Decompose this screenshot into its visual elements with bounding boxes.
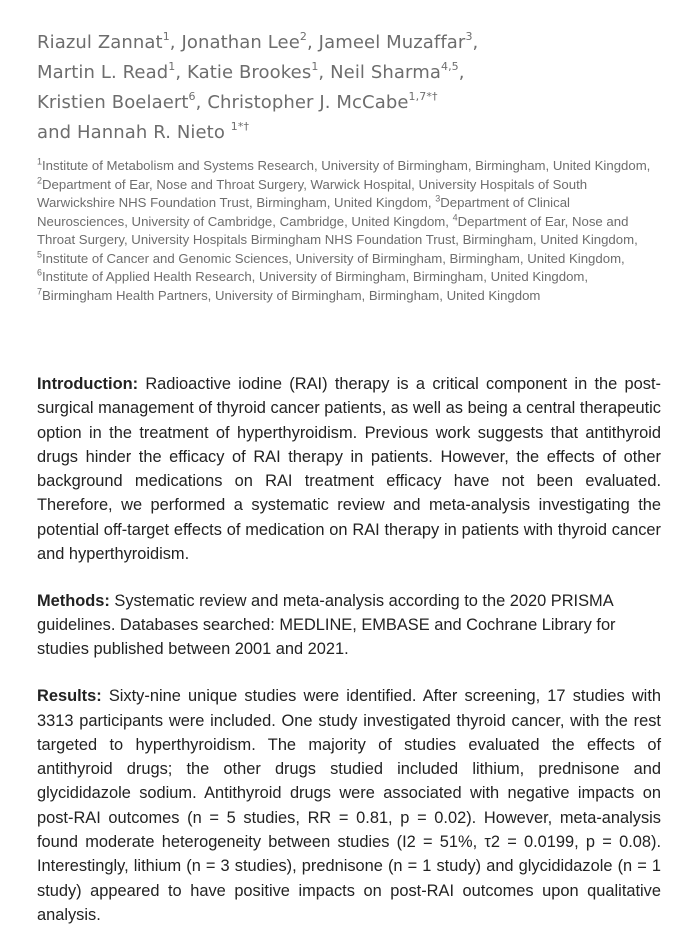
affiliation: $^2$Department of Ear, Nose and Throat Surgery, Warwick Hospital, University Hospitals of South Warwickshire NHS Foundation Trust, Birmingham, United Kingdom,	[37, 175, 588, 210]
section-heading: Methods:	[37, 591, 110, 610]
author: Christopher J. McCabe$^{1,7*\dagger}$	[207, 90, 438, 113]
author-affiliation-mark: 4,5	[440, 60, 459, 73]
author: Jameel Muzaffar$^3$,	[318, 30, 479, 53]
author: Neil Sharma$^{4,5}$,	[330, 60, 465, 83]
author-affiliation-mark: 6	[188, 90, 196, 103]
author-affiliation-mark: 1	[311, 60, 319, 73]
author: Jonathan Lee$^2$,	[181, 30, 319, 53]
author-affiliation-mark: 1*†	[230, 120, 250, 133]
affiliation: $^1$Institute of Metabolism and Systems Research, University of Birmingham, Birmingham, United Kingdom,	[37, 156, 651, 173]
abstract-introduction	[37, 372, 661, 566]
section-heading: Results:	[37, 687, 102, 706]
affiliation: $^4$Department of Ear, Nose and Throat Surgery, University Hospitals Birmingham NHS Foundation Trust, Birmingham, United Kingdom,	[37, 212, 638, 247]
section-text: Systematic review and meta-analysis according to the 2020 PRISMA guidelines. Databases searched: MEDLINE, EMBASE and Cochrane Library for studies published between 2001 and 2021.	[37, 591, 616, 659]
section-heading: Introduction:	[37, 375, 139, 393]
article-page	[37, 28, 661, 927]
author: Martin L. Read$^1$,	[37, 60, 188, 83]
author-affiliation-mark: 1,7*†	[408, 90, 438, 103]
author-affiliation-mark: 3	[465, 30, 473, 43]
abstract-results	[37, 684, 661, 927]
author-affiliation-mark: 1	[168, 60, 176, 73]
section-text: Sixty-nine unique studies were identified. After screening, 17 studies with 3313 participants were included. One study investigated thyroid cancer, with the rest targeted to hyperthyroidism. The majority of studies evaluated the effects of antithyroid drugs; the other drugs studied included lithium, prednisone and glycididazole sodium. Antithyroid drugs were associated with negative impacts on post-RAI outcomes (n = 5 studies, RR = 0.81, p = 0.02). However, meta-analysis found moderate heterogeneity between studies (I2 = 51%, τ2 = 0.0199, p = 0.08). Interestingly, lithium (n = 3 studies), prednisone (n = 1 study) and glycididazole (n = 1 study) appeared to have positive impacts on post-RAI outcomes upon qualitative analysis.	[37, 687, 661, 924]
author-affiliation-mark: 1	[162, 30, 170, 43]
author-list	[37, 28, 661, 148]
section-text: Radioactive iodine (RAI) therapy is a critical component in the post-surgical management of thyroid cancer patients, as well as being a central therapeutic option in the treatment of hyperthyroidism. Previous work suggests that antithyroid drugs hinder the efficacy of RAI therapy in patients. However, the effects of other background medications on RAI treatment efficacy have not been evaluated. Therefore, we performed a systematic review and meta-analysis investigating the potential off-target effects of medication on RAI therapy in patients with thyroid cancer and hyperthyroidism.	[37, 375, 661, 564]
author: and Hannah R. Nieto $^{1*\dagger}$	[37, 120, 250, 143]
abstract	[37, 372, 661, 927]
author: Katie Brookes$^1$,	[187, 60, 331, 83]
abstract-methods	[37, 589, 661, 662]
affiliation: $^5$Institute of Cancer and Genomic Sciences, University of Birmingham, Birmingham, United Kingdom,	[37, 249, 625, 266]
author-affiliation-mark: 2	[299, 30, 308, 43]
affiliation: $^7$Birmingham Health Partners, University of Birmingham, Birmingham, United Kingdom	[37, 286, 541, 303]
author: Riazul Zannat$^1$,	[37, 30, 182, 53]
author: Kristien Boelaert$^6$,	[37, 90, 208, 113]
affiliation: $^3$Department of Clinical Neurosciences, University of Cambridge, Cambridge, United Kingdom,	[37, 193, 570, 229]
affiliation-list	[37, 157, 661, 305]
affiliation: $^6$Institute of Applied Health Research, University of Birmingham, Birmingham, United Kingdom,	[37, 267, 589, 284]
